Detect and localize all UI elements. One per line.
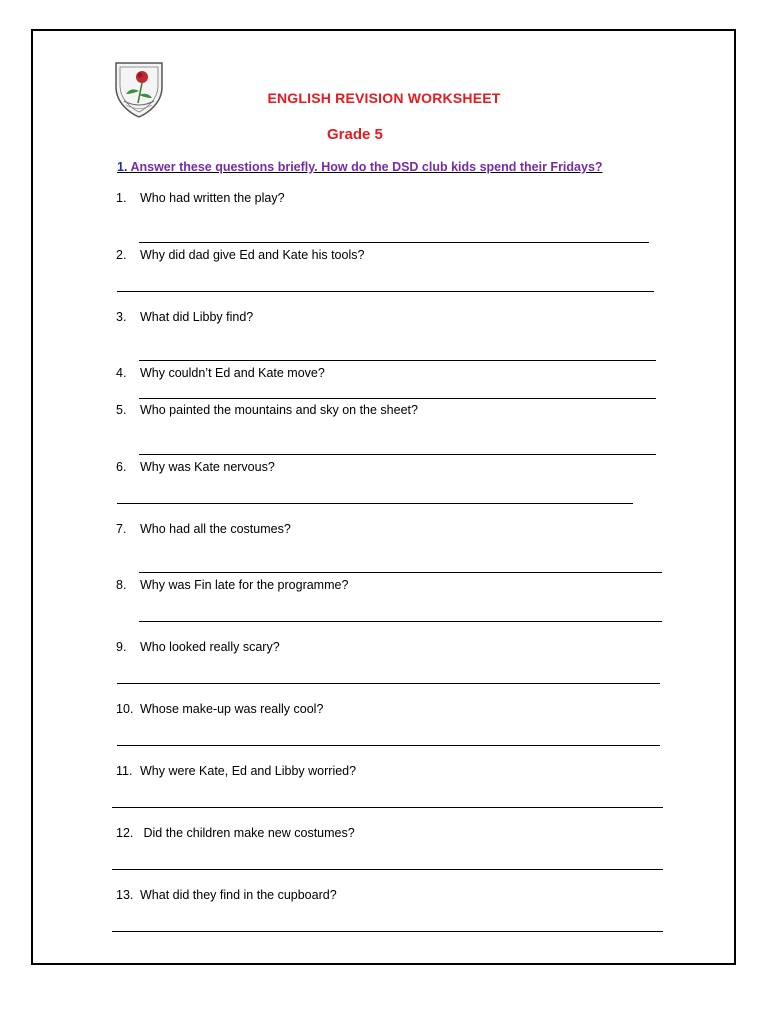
- question-text: Who painted the mountains and sky on the sheet?: [140, 403, 418, 417]
- question-text: Whose make-up was really cool?: [140, 702, 324, 716]
- question-text: What did they find in the cupboard?: [140, 888, 337, 902]
- question-item: [116, 578, 348, 592]
- answer-line[interactable]: [112, 931, 663, 932]
- question-number: 4.: [116, 366, 127, 380]
- question-text: Why did dad give Ed and Kate his tools?: [140, 248, 365, 262]
- question-text: Why were Kate, Ed and Libby worried?: [140, 764, 357, 778]
- instruction-text: Answer these questions briefly. How do the DSD club kids spend their Fridays?: [130, 160, 603, 174]
- question-number: 9.: [116, 640, 127, 654]
- answer-line[interactable]: [139, 572, 662, 573]
- question-number: 6.: [116, 460, 127, 474]
- question-number: 3.: [116, 310, 127, 324]
- question-number: 8.: [116, 578, 127, 592]
- question-number: 12.: [116, 826, 134, 840]
- answer-line[interactable]: [139, 398, 656, 399]
- question-item: [116, 191, 285, 205]
- answer-line[interactable]: [139, 360, 656, 361]
- answer-line[interactable]: [139, 454, 656, 455]
- worksheet-title: ENGLISH REVISION WORKSHEET: [267, 90, 501, 106]
- question-item: [116, 310, 253, 324]
- question-text: What did Libby find?: [140, 310, 254, 324]
- question-number: 2.: [116, 248, 127, 262]
- question-number: 1.: [116, 191, 127, 205]
- question-number: 5.: [116, 403, 127, 417]
- question-text: Who looked really scary?: [140, 640, 280, 654]
- instruction-heading: [117, 160, 603, 174]
- question-text: Why couldn’t Ed and Kate move?: [140, 366, 325, 380]
- instruction-number: 1.: [117, 160, 128, 174]
- question-item: [116, 366, 325, 380]
- question-item: [116, 403, 418, 417]
- answer-line[interactable]: [139, 242, 649, 243]
- question-number: 10.: [116, 702, 134, 716]
- question-text: Why was Kate nervous?: [140, 460, 275, 474]
- answer-line[interactable]: [117, 291, 654, 292]
- question-item: [116, 460, 275, 474]
- answer-line[interactable]: [139, 621, 662, 622]
- question-text: Why was Fin late for the programme?: [140, 578, 349, 592]
- question-item: [116, 248, 364, 262]
- question-item: [116, 640, 280, 654]
- question-number: 7.: [116, 522, 127, 536]
- question-number: 13.: [116, 888, 134, 902]
- question-item: [116, 522, 291, 536]
- grade-label: Grade 5: [327, 126, 383, 143]
- question-item: [116, 702, 323, 716]
- question-text: Who had written the play?: [140, 191, 285, 205]
- question-item: [116, 764, 356, 778]
- answer-line[interactable]: [117, 503, 633, 504]
- answer-line[interactable]: [117, 745, 660, 746]
- question-number: 11.: [116, 764, 133, 778]
- question-text: Did the children make new costumes?: [140, 826, 355, 840]
- question-item: [116, 826, 355, 840]
- answer-line[interactable]: [112, 869, 663, 870]
- school-crest-icon: [108, 57, 170, 119]
- answer-line[interactable]: [112, 807, 663, 808]
- question-item: [116, 888, 337, 902]
- answer-line[interactable]: [117, 683, 660, 684]
- question-text: Who had all the costumes?: [140, 522, 291, 536]
